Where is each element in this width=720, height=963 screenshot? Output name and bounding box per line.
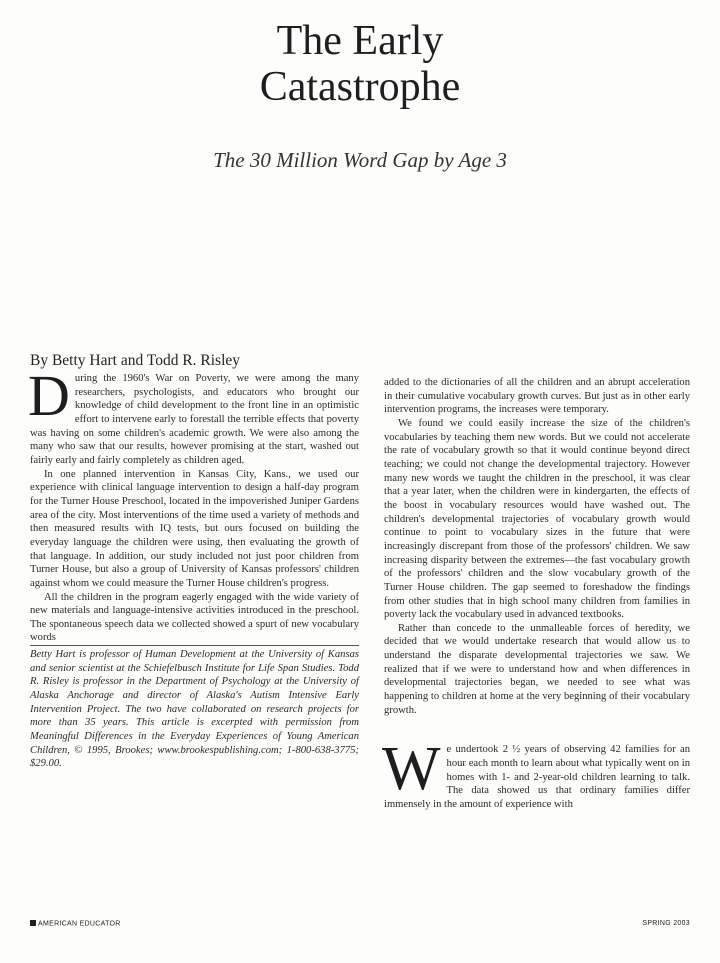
- square-bullet-icon: [30, 920, 36, 926]
- paragraph-text: uring the 1960's War on Poverty, we were among the many researchers, psychologists, and educators who brought our knowledge of child development to the front line in an optimistic effort to intervene early to forestall the terrible effects that poverty was having on some children's academic growth. We were also among the many who saw that our results, however promising at the start, washed out fairly early and fairly completely as children aged.: [30, 373, 359, 466]
- paragraph: In one planned intervention in Kansas City, Kans., we used our experience with clinical language intervention to design a half-day program for the Turner House Preschool, located in the impoverished Juniper Gardens area of the city. Most interventions of the time used a variety of methods and then measured results with IQ tests, but ours focused on building the everyday language the children were using, then evaluating the growth of that language. In addition, our study included not just poor children from Turner House, but also a group of University of Kansas professors' children against whom we could measure the Turner House children's progress.: [30, 468, 359, 589]
- byline: By Betty Hart and Todd R. Risley: [30, 352, 241, 369]
- paragraph: All the children in the program eagerly engaged with the wide variety of new materials and language-intensive activities introduced in the preschool. The spontaneous speech data we collected showed a spurt of new vocabulary words: [30, 591, 359, 644]
- footer-issue: SPRING 2003: [642, 920, 690, 927]
- paragraph: Rather than concede to the unmalleable forces of heredity, we decided that we would undertake research that would allow us to understand the disparate developmental trajectories we saw. We realized that if we were to understand how and when differences in developmental trajectories began, we needed to see what was happening to children at home at the very beginning of their vocabulary growth.: [384, 622, 690, 716]
- paragraph: [28, 363, 359, 468]
- author-bio: Betty Hart is professor of Human Development at the University of Kansas and senior scientist at the Schiefelbusch Institute for Life Span Studies. Todd R. Risley is professor in the Department of Psychology at the University of Alaska Anchorage and director of Alaska's Autism Intensive Early Intervention Project. The two have collaborated on research projects for more than 35 years. This article is excerpted with permission from Meaningful Differences in the Everyday Experiences of Young American Children, © 1995, Brookes; www.brookespublishing.com; 1-800-638-3775; $29.00.: [30, 645, 359, 771]
- title-line-2: Catastrophe: [259, 64, 461, 110]
- right-column: [384, 376, 690, 812]
- left-column: [28, 363, 359, 771]
- paragraph: We found we could easily increase the size of the children's vocabularies by teaching them new words. But we could not accelerate the rate of vocabulary growth so that it would continue beyond direct teaching; we could not change the developmental trajectory. However many new words we taught the children in the preschool, it was clear that a year later, when the children were in kindergarten, the effects of the boost in vocabulary resources would have washed out. The children's developmental trajectories of vocabulary growth would continue to point to vocabulary sizes in the future that were increasingly discrepant from those of the professors' children. We saw increasing disparity between the extremes—the fast vocabulary growth of the professors' children and the slow vocabulary growth of the Turner House children. The gap seemed to foreshadow the findings from other studies that in high school many children from families in poverty lack the vocabulary used in advanced textbooks.: [384, 417, 690, 621]
- article-subtitle: The 30 Million Word Gap by Age 3: [213, 148, 507, 172]
- paragraph: added to the dictionaries of all the children and an abrupt acceleration in their cumulative vocabulary growth curves. But just as in other early intervention programs, the increases were temporary.: [384, 377, 690, 416]
- article-title: [0, 18, 720, 110]
- title-line-1: The Early: [276, 18, 444, 64]
- paragraph: [382, 735, 690, 811]
- paragraph-text: e undertook 2 ½ years of observing 42 families for an hour each month to learn about what typically went on in homes with 1- and 2-year-old children learning to talk. The data showed us that ordinary families differ immensely in the amount of experience with: [384, 744, 690, 811]
- footer-publication-text: AMERICAN EDUCATOR: [38, 920, 121, 928]
- footer-publication: [30, 920, 121, 928]
- drop-cap: D: [28, 363, 70, 428]
- drop-cap: W: [382, 735, 441, 804]
